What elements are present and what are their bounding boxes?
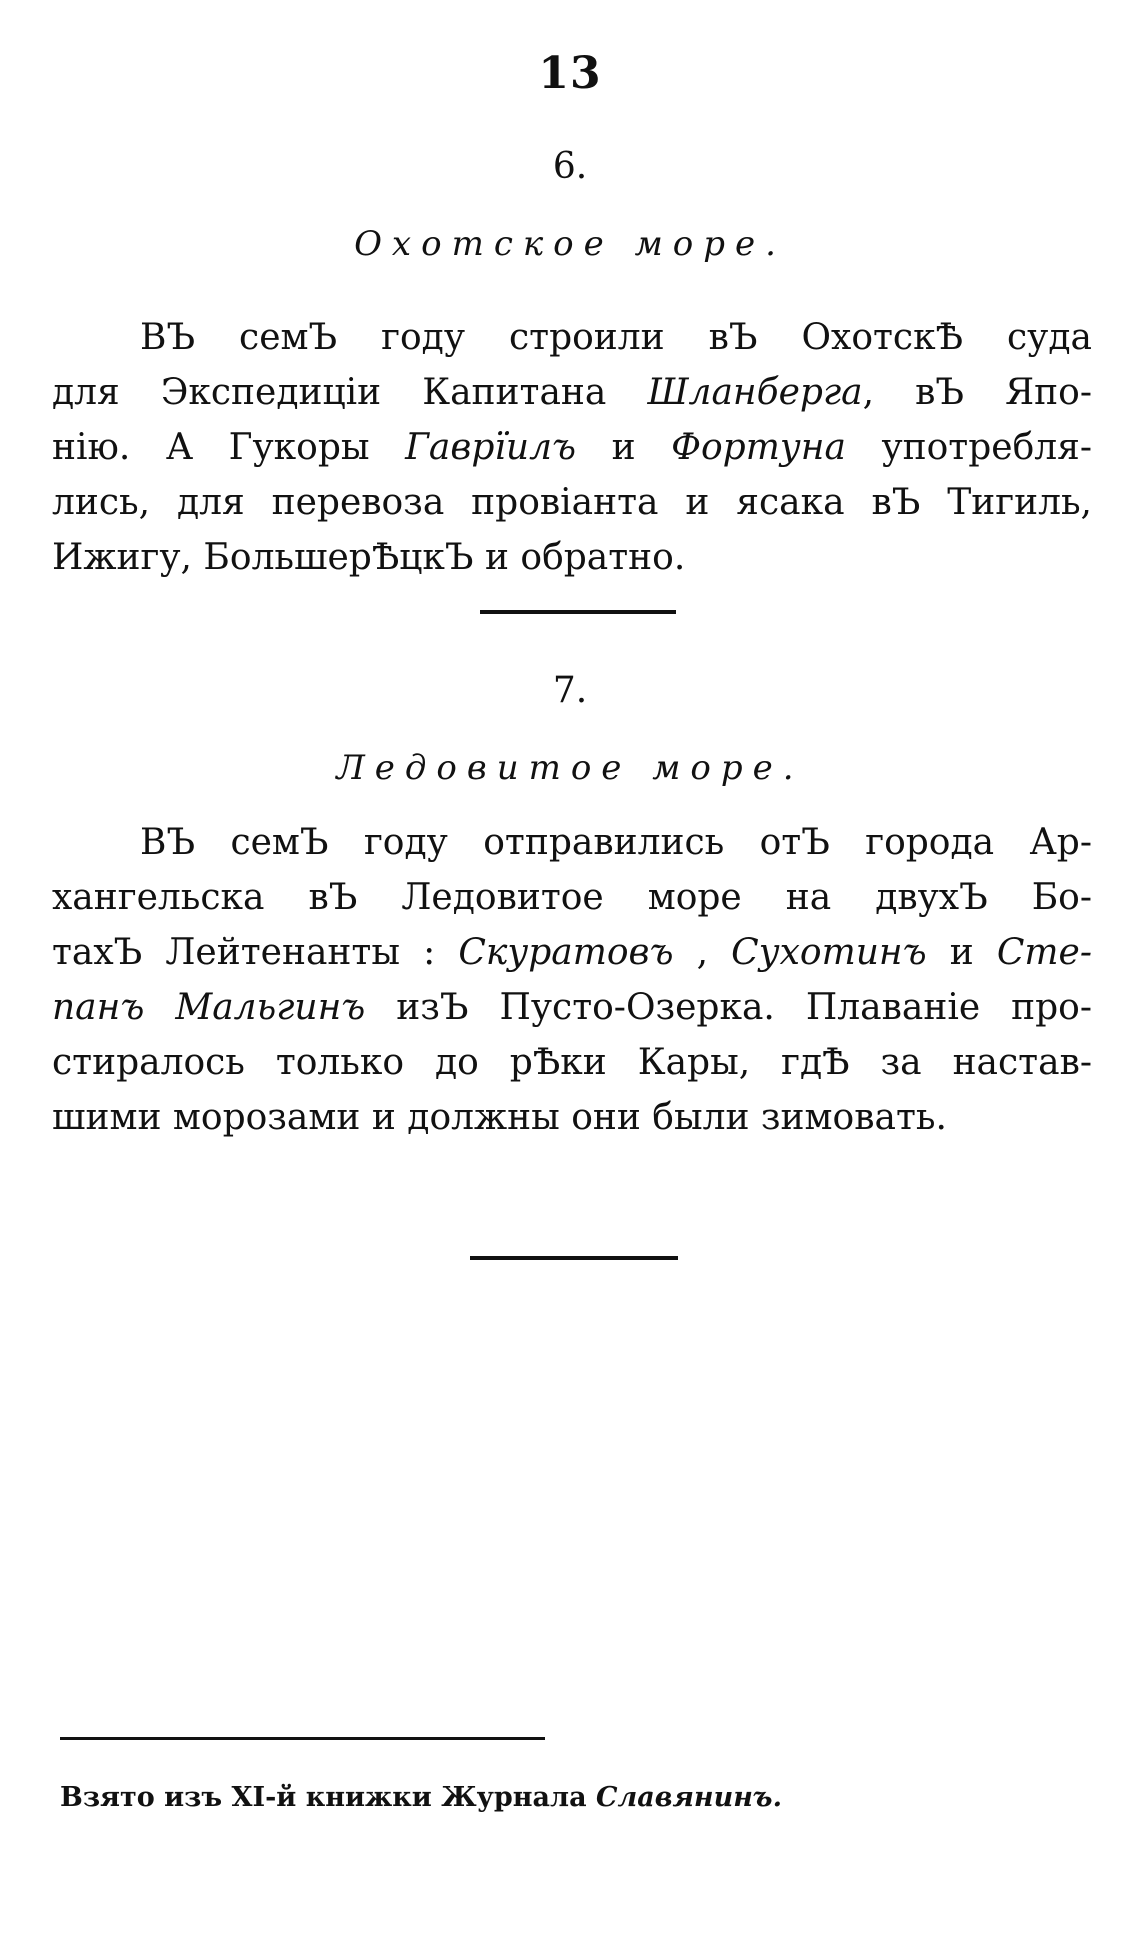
text-line: [52, 420, 1092, 475]
page-number: 13: [538, 48, 602, 99]
section-7-title: Ледовитое море.: [336, 748, 804, 788]
text-line: [52, 1090, 1092, 1145]
section-6-paragraph: [52, 310, 1092, 585]
text-run: нію. А Гукоры: [52, 427, 406, 468]
italic-name: Фортуна: [671, 427, 846, 468]
text-line: [52, 925, 1092, 980]
text-run: ,: [673, 932, 732, 973]
footnote-journal: Славянинъ.: [595, 1782, 782, 1813]
section-7-paragraph: [52, 815, 1092, 1145]
text-run: ВЪ семЪ году отправились отЪ города Ар-: [140, 822, 1092, 863]
text-line: [52, 870, 1092, 925]
footnote: [60, 1782, 782, 1813]
footnote-text: Взято изъ XI-й книжки Журнала: [60, 1782, 596, 1813]
footnote-rule: [60, 1737, 545, 1740]
text-run: изЪ Пусто-Озерка. Плаваніе про-: [365, 987, 1093, 1028]
italic-name: панъ Мальгинъ: [52, 987, 366, 1028]
text-run: лись, для перевоза провіанта и ясака вЪ Тигиль,: [52, 482, 1092, 523]
text-run: хангельска вЪ Ледовитое море на двухЪ Бо-: [52, 877, 1092, 918]
text-line: [52, 815, 1092, 870]
text-line: [52, 365, 1092, 420]
text-run: , вЪ Япо-: [862, 372, 1092, 413]
text-run: для Экспедиціи Капитана: [52, 372, 648, 413]
text-run: употребля-: [845, 427, 1092, 468]
text-line: [52, 310, 1092, 365]
text-line: [52, 475, 1092, 530]
italic-name: Сухотинъ: [731, 932, 927, 973]
text-line: [52, 980, 1092, 1035]
italic-name: Скуратовъ: [458, 932, 674, 973]
text-run: Ижигу, БольшерѢцкЪ и обратно.: [52, 537, 686, 578]
text-run: и: [926, 932, 997, 973]
italic-name: Шланберга: [647, 372, 863, 413]
text-run: тахЪ Лейтенанты :: [52, 932, 459, 973]
italic-name: Гаврїилъ: [405, 427, 577, 468]
section-7-number: 7.: [552, 670, 588, 711]
section-6-number: 6.: [552, 146, 588, 187]
section-divider: [480, 610, 676, 614]
text-run: шими морозами и должны они были зимовать.: [52, 1097, 947, 1138]
text-line: [52, 530, 1092, 585]
italic-name: Сте-: [996, 932, 1092, 973]
end-divider: [470, 1256, 678, 1260]
text-line: [52, 1035, 1092, 1090]
text-run: стиралось только до рѢки Кары, гдѢ за настав-: [52, 1042, 1092, 1083]
section-6-title: Охотское море.: [354, 224, 786, 264]
text-run: ВЪ семЪ году строили вЪ ОхотскѢ суда: [140, 317, 1092, 358]
text-run: и: [576, 427, 672, 468]
